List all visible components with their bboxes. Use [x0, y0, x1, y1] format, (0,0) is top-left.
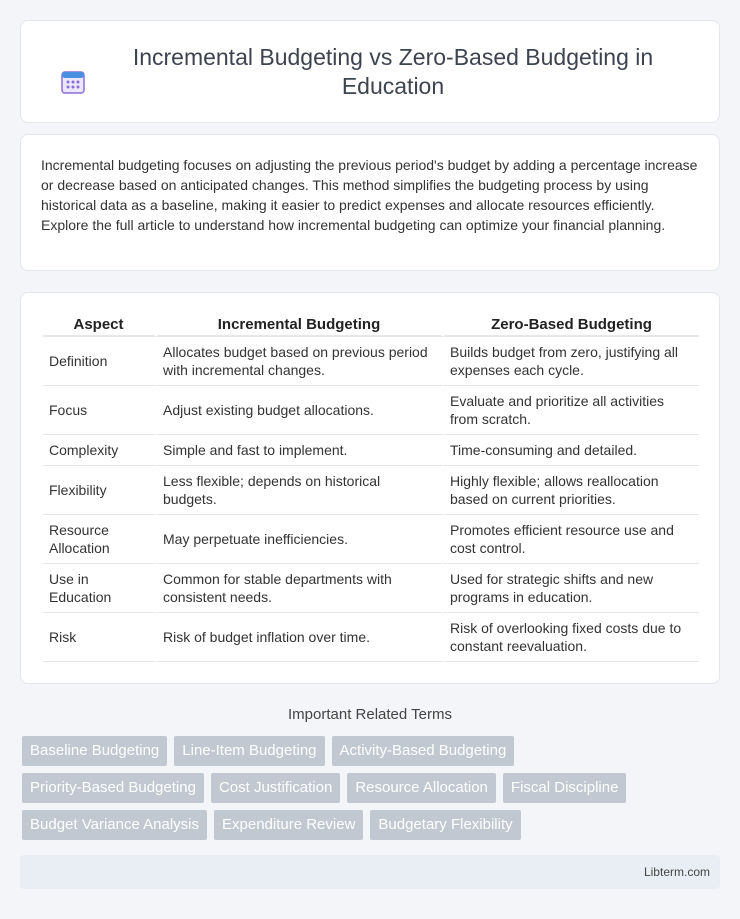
header-incremental: Incremental Budgeting [157, 315, 444, 337]
tag-cost-justification[interactable]: Cost Justification [211, 773, 340, 803]
tag-activity-based-budgeting[interactable]: Activity-Based Budgeting [332, 736, 515, 766]
table-row [43, 435, 699, 466]
cell-incremental: May perpetuate inefficiencies. [157, 515, 444, 564]
cell-aspect: Use in Education [43, 564, 157, 613]
header-zero-based: Zero-Based Budgeting [444, 315, 699, 337]
cell-aspect: Complexity [43, 435, 157, 466]
tag-expenditure-review[interactable]: Expenditure Review [214, 810, 363, 840]
table-row [43, 337, 699, 386]
tag-priority-based-budgeting[interactable]: Priority-Based Budgeting [22, 773, 204, 803]
cell-aspect: Resource Allocation [43, 515, 157, 564]
table-row [43, 386, 699, 435]
cell-zero-based: Risk of overlooking fixed costs due to constant reevaluation. [444, 613, 699, 662]
related-terms-title: Important Related Terms [288, 706, 452, 723]
cell-aspect: Risk [43, 613, 157, 662]
tag-row [22, 736, 722, 766]
comparison-table [43, 315, 699, 662]
cell-aspect: Flexibility [43, 466, 157, 515]
tag-budgetary-flexibility[interactable]: Budgetary Flexibility [370, 810, 520, 840]
calendar-icon [60, 69, 86, 95]
tag-line-item-budgeting[interactable]: Line-Item Budgeting [174, 736, 324, 766]
cell-zero-based: Promotes efficient resource use and cost control. [444, 515, 699, 564]
tag-row [22, 810, 722, 840]
tag-fiscal-discipline[interactable]: Fiscal Discipline [503, 773, 627, 803]
cell-incremental: Risk of budget inflation over time. [157, 613, 444, 662]
cell-zero-based: Time-consuming and detailed. [444, 435, 699, 466]
cell-incremental: Adjust existing budget allocations. [157, 386, 444, 435]
page-title: Incremental Budgeting vs Zero-Based Budgeting in Education [132, 43, 654, 99]
cell-aspect: Definition [43, 337, 157, 386]
tag-baseline-budgeting[interactable]: Baseline Budgeting [22, 736, 167, 766]
tag-budget-variance-analysis[interactable]: Budget Variance Analysis [22, 810, 207, 840]
footer-site-link[interactable]: Libterm.com [643, 865, 710, 879]
cell-incremental: Allocates budget based on previous period with incremental changes. [157, 337, 444, 386]
cell-zero-based: Builds budget from zero, justifying all expenses each cycle. [444, 337, 699, 386]
footer [20, 855, 720, 889]
tag-row [22, 773, 722, 803]
cell-incremental: Simple and fast to implement. [157, 435, 444, 466]
table-header-row [43, 315, 699, 337]
cell-zero-based: Evaluate and prioritize all activities from scratch. [444, 386, 699, 435]
cell-aspect: Focus [43, 386, 157, 435]
cell-incremental: Less flexible; depends on historical budgets. [157, 466, 444, 515]
cell-zero-based: Highly flexible; allows reallocation based on current priorities. [444, 466, 699, 515]
related-terms-list [22, 736, 722, 847]
table-row [43, 613, 699, 662]
header-aspect: Aspect [43, 315, 157, 337]
cell-incremental: Common for stable departments with consistent needs. [157, 564, 444, 613]
table-row [43, 564, 699, 613]
cell-zero-based: Used for strategic shifts and new programs in education. [444, 564, 699, 613]
table-row [43, 515, 699, 564]
intro-card [20, 134, 720, 271]
tag-resource-allocation[interactable]: Resource Allocation [347, 773, 496, 803]
table-row [43, 466, 699, 515]
comparison-card [20, 292, 720, 684]
intro-paragraph: Incremental budgeting focuses on adjusting the previous period's budget by adding a percentage increase or decrease based on anticipated changes. This method simplifies the budgeting process by using historical data as a baseline, making it easier to predict expenses and allocate resources efficiently. Explore the full article to understand how incremental budgeting can optimize your financial planning. [41, 157, 698, 233]
title-card [20, 20, 720, 123]
